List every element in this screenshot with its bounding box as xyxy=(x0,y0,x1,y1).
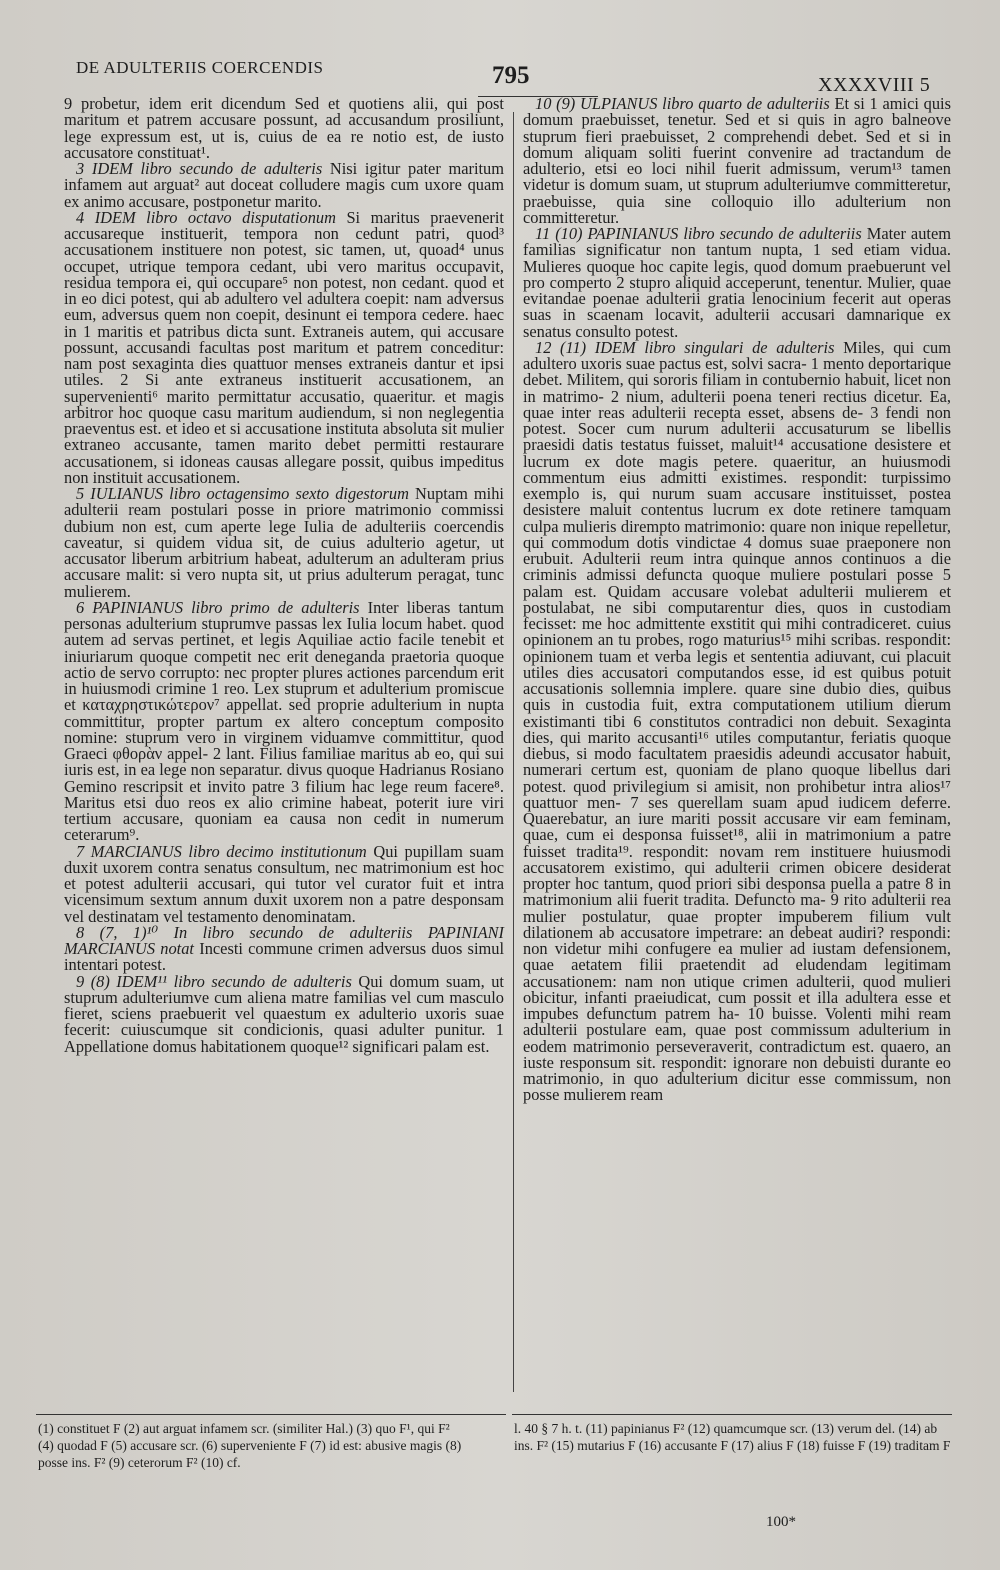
inscription: 11 (10) PAPINIANUS libro secundo de adulteriis xyxy=(535,224,862,243)
paragraph-text: Incesti commune crimen adversus duos simul intentari potest. xyxy=(64,939,504,975)
inscription: 9 (8) IDEM¹¹ libro secundo de adulteris xyxy=(76,971,352,991)
footnote-rule xyxy=(36,1414,506,1415)
inscription: 10 (9) ULPIANUS libro quarto de adulteriis xyxy=(535,94,830,113)
paragraph-text: Mater autem familias significatur non tantum nupta, 1 sed etiam vidua. Mulieres quoque hoc capite legis, quod domum praebuerunt vel pro comperto 2 stupro aliquid acceperunt, tenentur. Mulier, quae evitandae poenae adulterii gratia lenocinium fecerit aut operas suas in scaenam locavit, adulterii accusari damnarique ex senatus consulto potest. xyxy=(523,224,951,341)
paragraph xyxy=(64,971,504,1056)
inscription: 4 IDEM libro octavo disputationum xyxy=(76,207,336,227)
paragraph-text: Miles, qui cum adultero uxoris suae pactus est, solvi sacra- 1 mento deportarique debet. Militem, qui sororis filiam in contubernio habuit, licet non in matrimo- 2 nium, adulterii poena teneri rectius dicetur. Ea, quae inter reas adulterii recepta esset, absens de- 3 fendi non potest. Socer cum nurum adulterii accusaturum se libellis praesidi datis testatus fuisset, maluit¹⁴ accusatione desistere et lucrum ex dote magis petere. quaeritur, an huiusmodi commentum eius admitti existimes. respondit: turpissimo exemplo is, qui nurum suam accusare instituisset, postea desistere maluit contentus lucrum ex dote retinere tamquam culpa mulieris dirempto matrimonio: quare non inique repelletur, qui commodum dotis vindictae 4 domus suae praeponere non erubuit. Adulterii reum intra quinque annos continuos a die criminis admissi defuncta quoque muliere postulari posse 5 palam est. Quidam accusare volebat adulterii mulierem et postulabat, ne sibi computarentur dies, quos in custodiam fecisset: me hoc admittente exstitit qui mihi contradiceret. cuius opinionem an tu probes, rogo maturius¹⁵ mihi scribas. respondit: opinionem tuam et verba legis et sententia adiuvant, cui placuit utiles dies accusatori computandos esse, id est quibus potuit accusationis sollemnia implere. quare sine dubio dies, quibus quis in custodia fuit, extra computationem utilium dierum existimanti tibi 6 constitutos contradici non debuit. Sexaginta dies, qui marito accusanti¹⁶ utiles computantur, feriatis quoque diebus, si modo facultatem praesidis adeundi accusator habuit, numerari certum est, quoniam de plano quoque libellus dari potest. quod privilegium si amisit, non prohibetur intra alios¹⁷ quattuor men- 7 ses querellam suam apud iudicem deferre. Quaerebatur, an iure mariti possit accusare vir eam feminam, quae, cum ei desponsa fuisset¹⁸, alii in matrimonium a patre fuisset tradita¹⁹. respondit: novam rem instituere huiusmodi accusatorem existimo, qui adulterii crimen obicere desiderat propter hoc tantum, quod priori sibi desponsa puella a patre 8 in matrimonium alii fuerit tradita. Defuncto ma- 9 rito adulterii rea mulier postulatur, quae propter impuberem filium vult dilationem ab accusatore impetrare: an debeat audiri? respondi: non videtur mihi confugere ea mulier ad iustam defensionem, quae aetatem filii praetendit ad eludendam legitimam accusationem: nam non utique crimen adulterii, quod mulieri obicitur, infanti praeiudicat, cum possit et illa adultera esse et impubes defunctum patrem ha- 10 buisse. Volenti mihi ream adulterii postulare eam, quae post commissum adulterium in eodem matrimonio perseveraverit, contradictum est. quaero, an iuste responsum sit. respondit: ignorare non debuisti durante eo matrimonio, in quo adulterium dicitur esse commissum, non posse mulierem ream xyxy=(523,337,951,1105)
paragraph xyxy=(64,841,505,926)
left-column xyxy=(64,96,504,1055)
paragraph-text: Et si 1 amici quis domum praebuisset, tenetur. Sed et si quis in agro balneove stuprum fieri praebuisset, 2 comprehendi debet. Sed et si in domum aliquam soliti fuerint convenire ad tractandum de adulterio, etsi eo loci nihil fuerit admissum, verum¹³ tamen videtur is domum suam, ut stuprum adulteriumve committeretur, praebuisse, quia sine colloquio illo adulterium non committeretur. xyxy=(523,94,951,227)
running-title: DE ADULTERIIS COERCENDIS xyxy=(76,58,324,77)
paragraph xyxy=(64,486,504,600)
right-column xyxy=(523,96,951,1104)
inscription: 5 IULIANUS libro octagensimo sexto digestorum xyxy=(76,484,409,503)
paragraph: 9 probetur, idem erit dicendum Sed et quotiens alii, qui post maritum et patrem accusare possunt, ad accusandum prosiliunt, lege expressum est, ut is, cuius de ea re notio est, de iusto accusatore constituat¹. xyxy=(64,94,504,162)
section-number: XXXXVIII 5 xyxy=(818,74,931,96)
paragraph xyxy=(523,337,951,1105)
paragraph xyxy=(64,922,504,975)
paragraph-text: Inter liberas tantum personas adulterium stuprumve passas lex Iulia locum habet. quod autem ad servas pertinet, et legis Aquiliae actio facile tenebit et iniuriarum quoque competit nec erit deneganda praetoria quoque actio de servo corrupto: nec propter plures actiones parcendum erit in huiusmodi crimine 1 reo. Lex stuprum et adulterium promiscue et καταχρηστικώτερον⁷ appellat. sed proprie adulterium in nupta committitur, propter partum ex altero conceptum composito nomine: stuprum vero in virginem viduamve committitur, quod Graeci φθορὰν appel- 2 lant. Filius familiae maritus ab eo, qui sui iuris est, in ea lege non separatur. divus quoque Hadrianus Rosiano Gemino rescripsit et invito patre 3 filium hac lege reum facere⁸. Maritus etsi duo reos ex alio crimine habeat, poterit iure viri tertium accusare, quoniam ea causa non cedit in numerum ceterarum⁹. xyxy=(64,597,504,845)
printer-signature: 100* xyxy=(766,1514,796,1530)
footnotes-left: (1) constituet F (2) aut arguat infamem scr. (similiter Hal.) (3) quo F¹, qui F² (4) quodad F (5) accusare scr. (6) superveniente F (7) id est: abusive magis (8) posse ins. F² (9) ceterorum F² (10) cf. xyxy=(38,1421,462,1470)
paragraph-text: Si maritus praevenerit accusareque instituerit, tempora non cedunt patri, quod³ accusationem instituere non potest, sic tamen, ut, quoad⁴ unus occupet, utrique tempora cedant, ubi vero maritus occupavit, residua tempora ei, qui occupare⁵ non potest, non cedant. quod et in eo dici potest, qui ab adultero vel adultera coepit: nam adversus eum, adversus quem non coepit, desinunt ei tempora cedere. haec in 1 maritis et patribus dicta sunt. Extraneis autem, qui accusare possunt, accusandi facultas post maritum et patrem conceditur: nam post sexaginta dies quattuor menses extraneis dantur et ipsi utiles. 2 Si ante extraneus instituerit accusationem, an supervenienti⁶ marito permittatur accusatio, quaeritur. et magis arbitror hoc quoque casu maritum audiendum, si non neglegentia praeventus est. et ideo et si accusatione instituta absoluta sit mulier extraneo accusante, tamen marito debet permitti restaurare accusationem, si idoneas causas allegare possit, quibus impeditus non instituit accusationem. xyxy=(64,207,504,487)
column-divider xyxy=(513,112,514,1392)
paragraph xyxy=(523,96,951,226)
paragraph-text: Qui domum suam, ut stuprum adulteriumve cum aliena matre familias vel cum masculo fieret, sciens praebuerit vel quaestum ex adulterio uxoris suae fecerit: cuiuscumque sit condicionis, quasi adulter punitur. 1 Appellatione domus habitationem quoque¹² significari palam est. xyxy=(64,971,504,1056)
footnotes-right: l. 40 § 7 h. t. (11) papinianus F² (12) quamcumque scr. (13) verum del. (14) ab ins. F² (15) mutarius F (16) accusante F (17) alius F (18) fuisse F (19) traditam F xyxy=(514,1421,951,1453)
page-number: 795 xyxy=(492,62,530,89)
inscription: 8 (7, 1)¹⁰ In libro secundo de adulteriis PAPINIANI MARCIANUS notat xyxy=(64,922,504,958)
paragraph xyxy=(64,597,504,845)
inscription: 3 IDEM libro secundo de adulteris xyxy=(76,159,323,178)
inscription: 6 PAPINIANUS libro primo de adulteris xyxy=(76,597,360,617)
paragraph xyxy=(64,161,504,210)
footnote-rule xyxy=(512,1414,952,1415)
paragraph-text: Nisi igitur pater maritum infamem aut arguat² aut doceat colludere magis cum uxore quam ex animo accusare, postponetur marito. xyxy=(64,159,504,211)
inscription: 7 MARCIANUS libro decimo institutionum xyxy=(76,841,367,861)
paragraph-text: Qui pupillam suam duxit uxorem contra senatus consultum, nec matrimonium est hoc et potest adulterii accusari, qui tutor vel curator fuit et intra vicensimum sextum annum duxit uxorem non a patre desponsam vel destinatam vel testamento denominatam. xyxy=(64,841,505,926)
paragraph-text: Nuptam mihi adulterii ream postulari posse in priore matrimonio commissi dubium non est, cum aperte lege Iulia de adulteriis coercendis caveatur, si quidem vidua sit, de cuius adulterio agetur, ut accusator liberum arbitrium habeat, adulterum an adulteram prius accusare malit: si vero nupta sit, ut prius adulterum peragat, tunc mulierem. xyxy=(64,484,504,601)
paragraph xyxy=(64,207,504,487)
paragraph xyxy=(523,226,951,340)
inscription: 12 (11) IDEM libro singulari de adulteris xyxy=(535,337,835,357)
